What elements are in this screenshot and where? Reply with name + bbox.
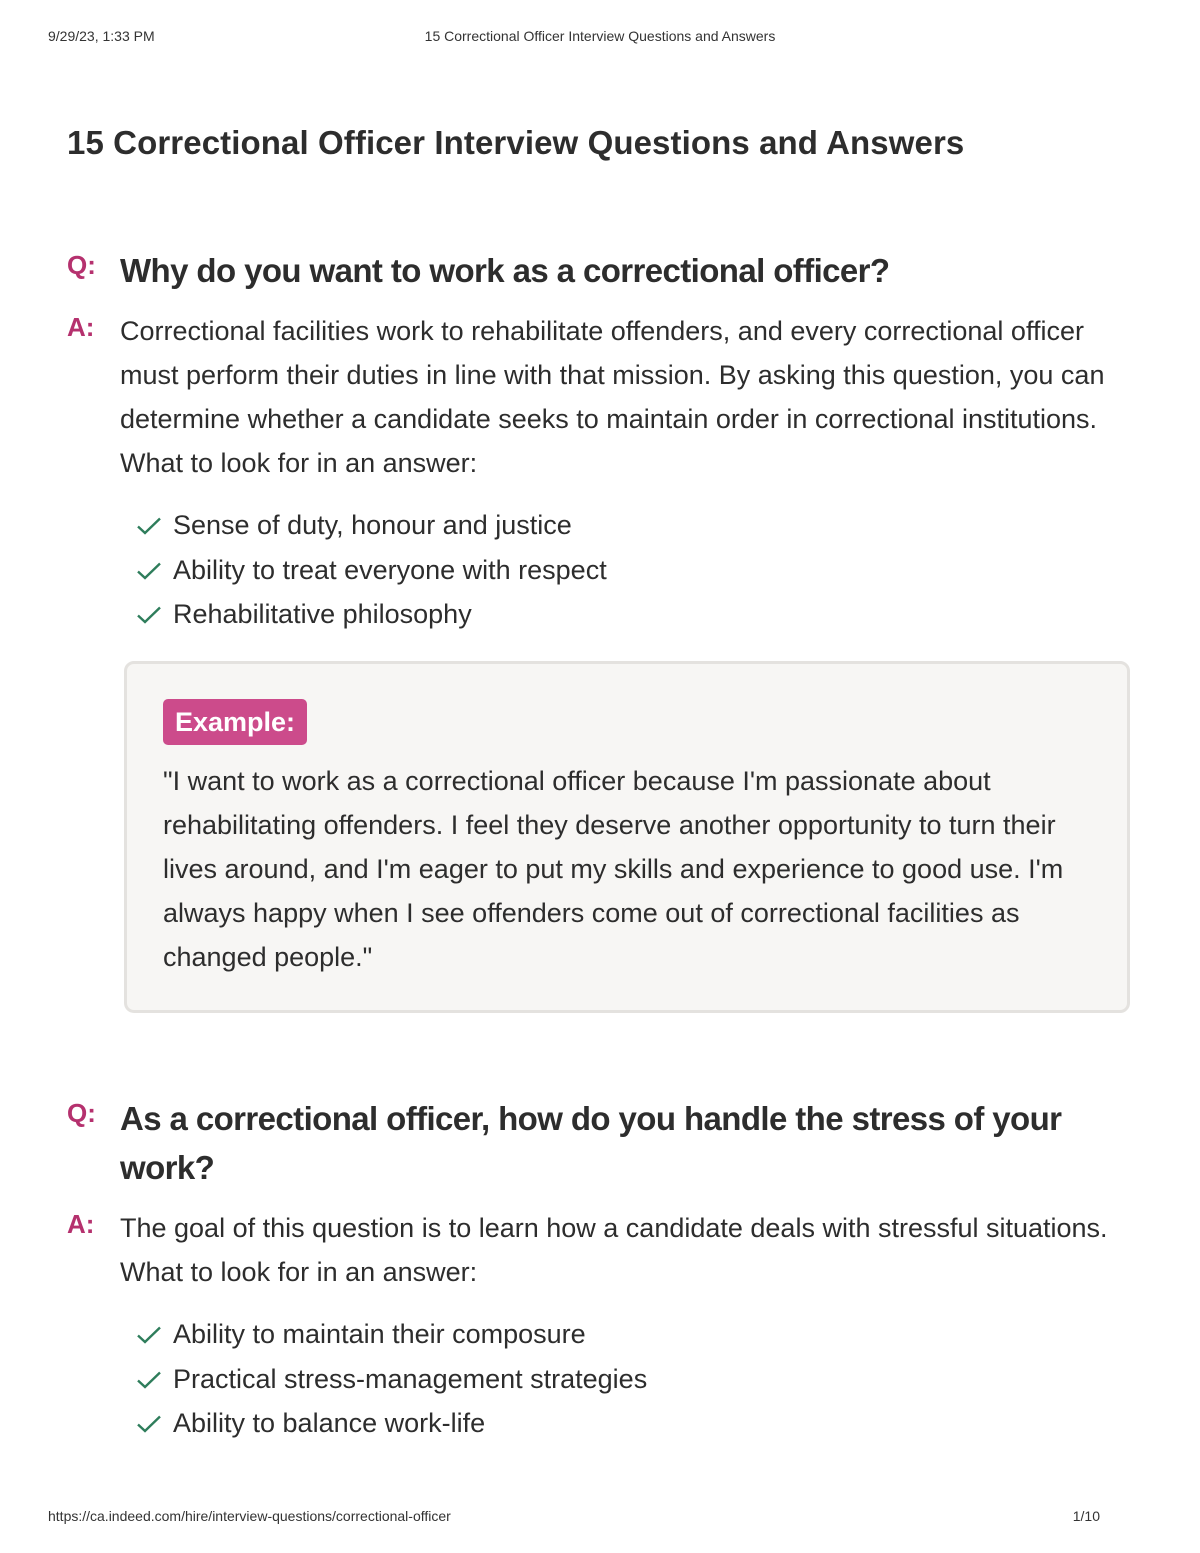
article-content bbox=[67, 124, 1137, 1438]
look-for-text: Practical stress-management strategies bbox=[173, 1363, 648, 1394]
look-for-item bbox=[136, 1312, 1137, 1357]
checkmark-icon bbox=[136, 516, 162, 536]
question-row bbox=[67, 246, 1137, 295]
look-for-item bbox=[136, 548, 1137, 593]
page-title: 15 Correctional Officer Interview Questions and Answers bbox=[67, 124, 965, 161]
look-for-item bbox=[136, 1401, 1137, 1446]
print-footer bbox=[48, 1508, 1152, 1528]
print-document-title: 15 Correctional Officer Interview Questions and Answers bbox=[424, 28, 776, 44]
look-for-list bbox=[67, 1312, 1137, 1446]
checkmark-icon bbox=[136, 605, 162, 625]
look-for-text: Rehabilitative philosophy bbox=[173, 599, 472, 629]
checkmark-icon bbox=[136, 1370, 162, 1390]
print-datetime: 9/29/23, 1:33 PM bbox=[48, 28, 155, 44]
answer-marker: A: bbox=[67, 1209, 95, 1239]
look-for-item bbox=[136, 1357, 1137, 1402]
question-marker: Q: bbox=[67, 250, 96, 280]
checkmark-icon bbox=[136, 561, 162, 581]
example-quote: "I want to work as a correctional officer because I'm passionate about rehabilitating offenders. I feel they deserve another opportunity to turn their lives around, and I'm eager to put my skills and experience to good use. I'm always happy when I see offenders come out of correctional facilities as changed people." bbox=[163, 765, 1064, 972]
look-for-text: Ability to treat everyone with respect bbox=[173, 554, 607, 585]
print-source-url: https://ca.indeed.com/hire/interview-questions/correctional-officer bbox=[48, 1508, 451, 1524]
qa-item bbox=[67, 246, 1137, 1013]
question-text: Why do you want to work as a correctional officer? bbox=[120, 252, 890, 289]
example-box bbox=[124, 661, 1130, 1013]
answer-text: The goal of this question is to learn how a candidate deals with stressful situations. What to look for in an answer: bbox=[120, 1213, 1108, 1287]
question-marker: Q: bbox=[67, 1098, 96, 1128]
answer-marker: A: bbox=[67, 312, 95, 342]
look-for-text: Sense of duty, honour and justice bbox=[173, 510, 572, 540]
print-page-number: 1/10 bbox=[1072, 1508, 1100, 1524]
answer-row bbox=[67, 309, 1137, 485]
look-for-text: Ability to balance work-life bbox=[173, 1408, 486, 1438]
print-header bbox=[48, 28, 1152, 48]
qa-item bbox=[67, 1094, 1137, 1446]
answer-row bbox=[67, 1206, 1137, 1294]
look-for-text: Ability to maintain their composure bbox=[173, 1319, 586, 1349]
checkmark-icon bbox=[136, 1325, 162, 1345]
question-row bbox=[67, 1094, 1137, 1192]
question-text: As a correctional officer, how do you handle the stress of your work? bbox=[120, 1100, 1062, 1186]
look-for-item bbox=[136, 592, 1137, 637]
look-for-item bbox=[136, 503, 1137, 548]
example-badge: Example: bbox=[163, 699, 307, 745]
look-for-list bbox=[67, 503, 1137, 637]
answer-text: Correctional facilities work to rehabilitate offenders, and every correctional officer must perform their duties in line with that mission. By asking this question, you can determine whether a candidate seeks to maintain order in correctional institutions. What to look for in an answer: bbox=[120, 316, 1105, 478]
checkmark-icon bbox=[136, 1414, 162, 1434]
